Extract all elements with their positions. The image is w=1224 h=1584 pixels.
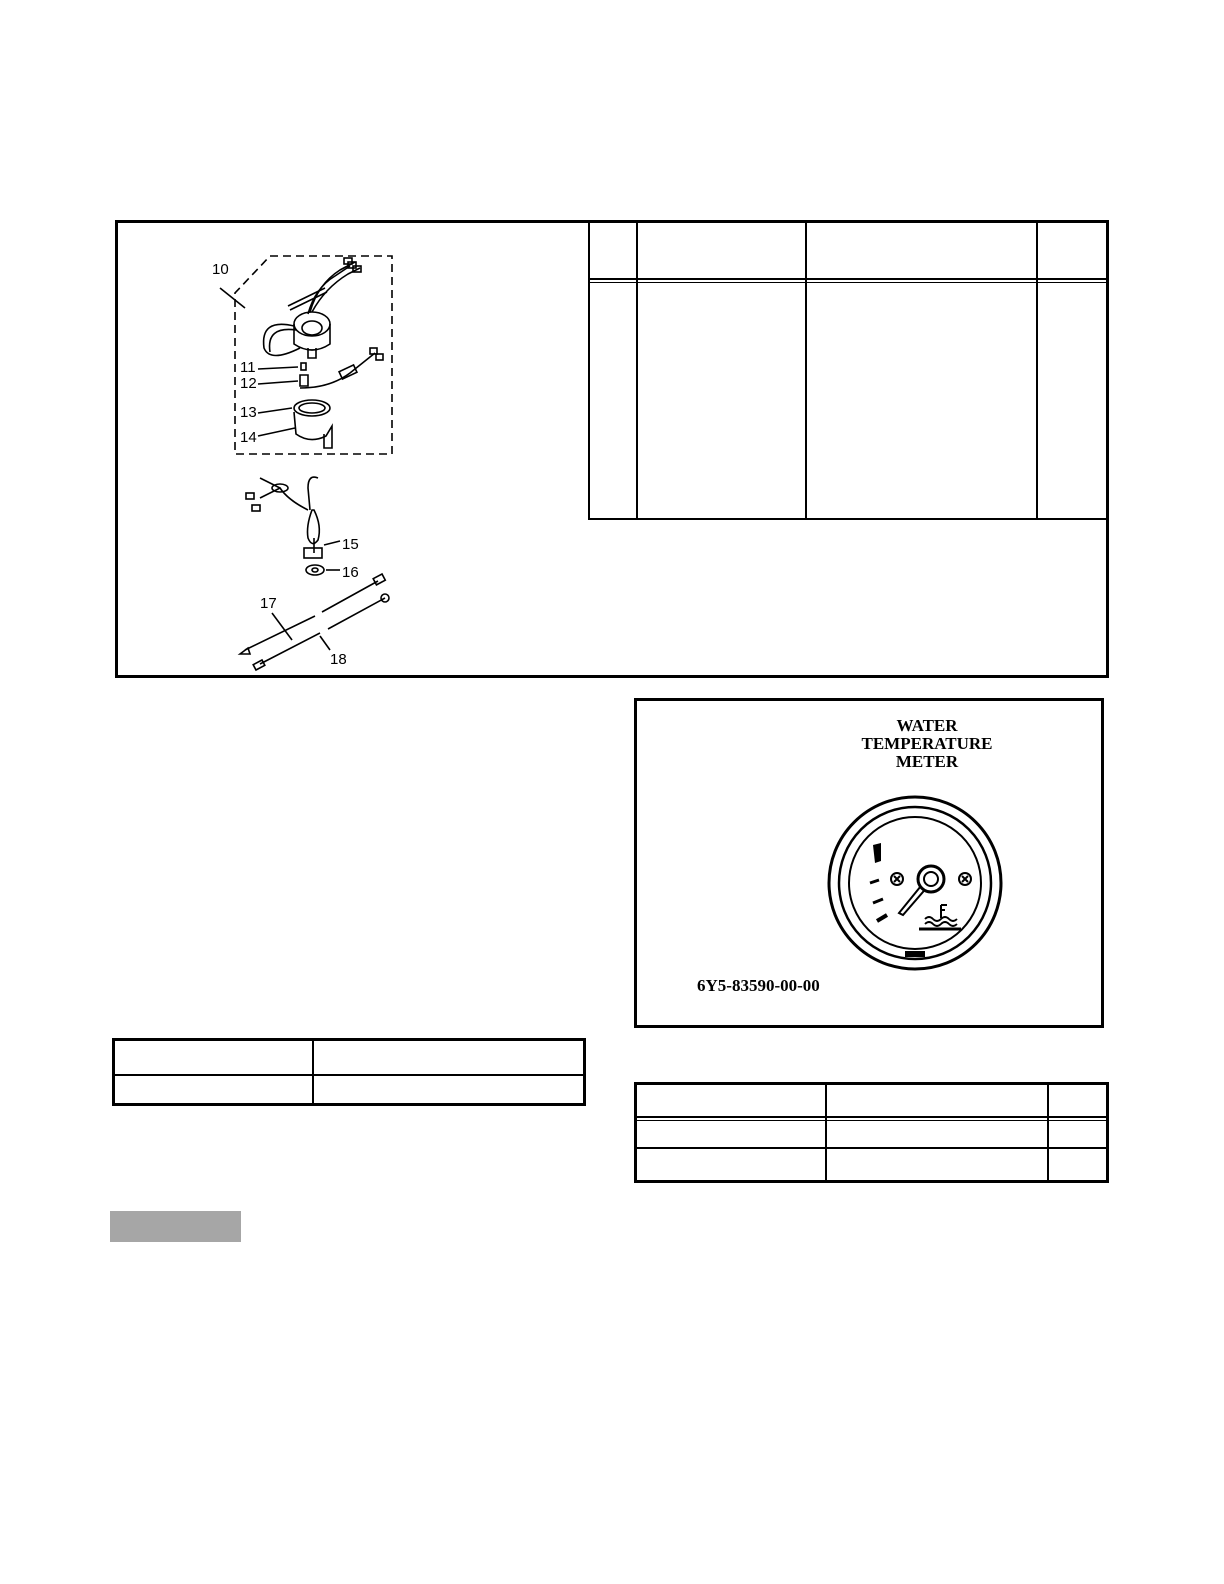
- water-temp-gauge-icon: [825, 793, 1005, 973]
- table-header-rule: [637, 1116, 1106, 1118]
- table-row-divider: [115, 1074, 583, 1076]
- assembly-boundary: [235, 256, 392, 454]
- meter-title-line-3: METER: [895, 752, 959, 771]
- table-header-rule: [588, 282, 1109, 283]
- table-col-divider: [825, 1085, 827, 1180]
- part-18-cable: [260, 598, 385, 664]
- parts-list-table: [588, 220, 1109, 520]
- meter-part-number: 6Y5-83590-00-00: [697, 976, 820, 995]
- meter-title-line-1: WATER: [896, 716, 958, 735]
- part-11: [301, 363, 306, 370]
- table-col-divider: [636, 220, 638, 520]
- table-col-divider: [805, 220, 807, 520]
- table-col-divider: [1036, 220, 1038, 520]
- table-border-left: [588, 220, 590, 520]
- meter-title: [847, 717, 1007, 771]
- callout-12: 12: [240, 375, 257, 392]
- part-12: [300, 375, 308, 386]
- gauge-body: [294, 312, 330, 336]
- part-15-sensor: [304, 548, 322, 558]
- right-small-table: [634, 1082, 1109, 1183]
- table-col-divider: [1047, 1085, 1049, 1180]
- part-14-bracket: [294, 412, 332, 448]
- table-bottom-rule: [588, 518, 1109, 520]
- table-col-divider: [312, 1041, 314, 1103]
- table-header-rule: [588, 278, 1109, 280]
- water-temp-meter-figure: [634, 698, 1104, 1028]
- callout-16: 16: [342, 564, 359, 581]
- table-row-divider: [637, 1147, 1106, 1149]
- part-16-washer: [306, 565, 324, 575]
- callout-11: 11: [240, 359, 256, 376]
- callout-14: 14: [240, 429, 257, 446]
- callout-15: 15: [342, 536, 359, 553]
- grey-note-bar: [110, 1211, 241, 1242]
- meter-title-line-2: TEMPERATURE: [861, 734, 993, 753]
- table-header-rule: [637, 1120, 1106, 1121]
- callout-13: 13: [240, 404, 257, 421]
- callout-10: 10: [212, 261, 229, 278]
- left-small-table: [112, 1038, 586, 1106]
- callout-17: 17: [260, 595, 277, 612]
- part-17-cable: [245, 581, 378, 650]
- exploded-view-drawing: [200, 248, 400, 678]
- callout-18: 18: [330, 651, 347, 668]
